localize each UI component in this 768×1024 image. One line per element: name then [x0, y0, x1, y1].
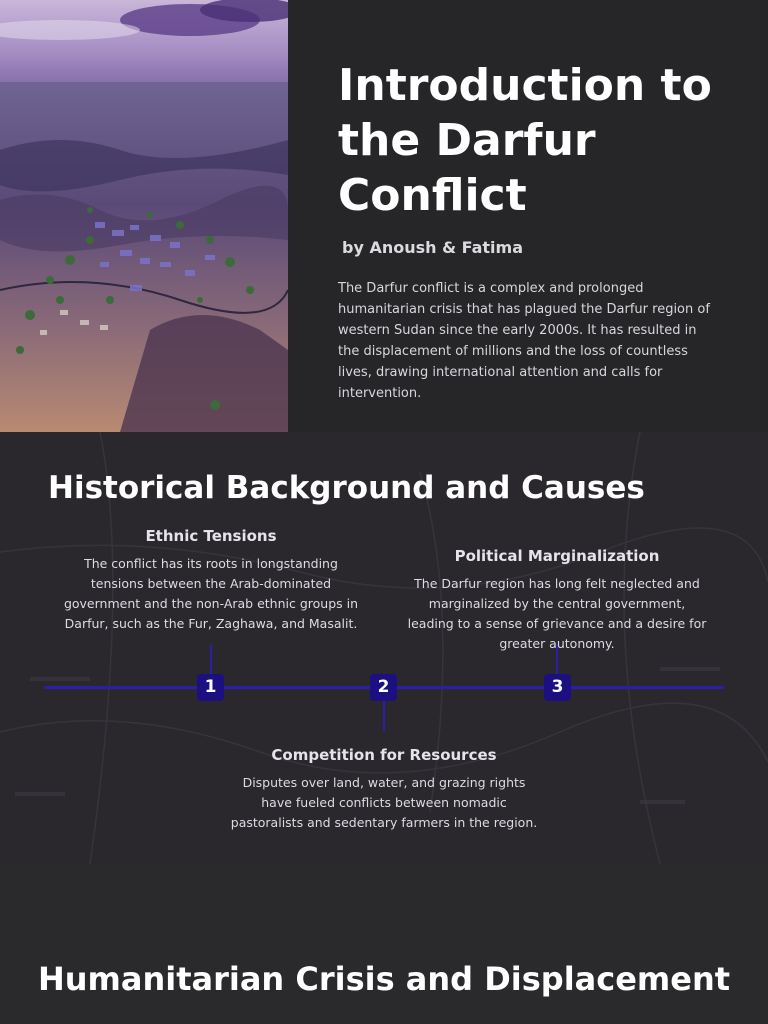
cause-description: Disputes over land, water, and grazing rights have fueled conflicts between nomadic pastoralists and sedentary farmers in the region.: [230, 775, 538, 830]
desert-village-image: [0, 0, 288, 432]
cause-title: Competition for Resources: [271, 746, 497, 764]
cause-title: Ethnic Tensions: [145, 527, 277, 545]
timeline-connector: [210, 644, 212, 674]
cause-card-competition-for-resources: [226, 746, 542, 833]
author-byline: by Anoush & Fatima: [342, 238, 524, 257]
timeline-connector: [383, 700, 385, 732]
section-title: Historical Background and Causes: [48, 470, 645, 506]
section-title: Humanitarian Crisis and Displacement: [37, 960, 731, 998]
cause-description: The Darfur region has long felt neglected and marginalized by the central government, leading to a sense of grievance and a desire for greater autonomy.: [407, 576, 707, 651]
timeline-marker-2: 2: [370, 674, 397, 701]
humanitarian-slide: [0, 864, 768, 1024]
slide-title: Introduction to the Darfur Conflict: [338, 60, 712, 221]
intro-slide: [0, 0, 768, 432]
cause-card-ethnic-tensions: [56, 527, 366, 634]
cause-title: Political Marginalization: [454, 547, 660, 565]
timeline-marker-1: 1: [197, 674, 224, 701]
timeline-marker-3: 3: [544, 674, 571, 701]
cause-description: The conflict has its roots in longstanding tensions between the Arab-dominated government and the non-Arab ethnic groups in Darfur, such as the Fur, Zaghawa, and Masalit.: [63, 556, 359, 631]
intro-paragraph: The Darfur conflict is a complex and prolonged humanitarian crisis that has plagued the Darfur region of western Sudan since the early 2000s. It has resulted in the displacement of millions and the loss of countless lives, drawing international attention and calls for intervention.: [338, 281, 710, 401]
cause-card-political-marginalization: [404, 547, 710, 654]
history-slide: [0, 432, 768, 864]
